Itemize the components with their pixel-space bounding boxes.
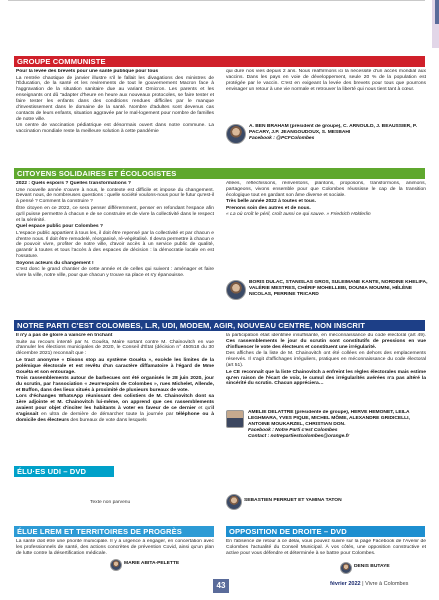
section-title-udi: ÉLU·ES UDI – DVD bbox=[14, 466, 114, 477]
notre-parti-photo bbox=[226, 410, 244, 428]
section-title-communiste: GROUPE COMMUNISTE bbox=[14, 56, 425, 67]
paragraph: Une nouvelle année s'ouvre à nous, le contexte est difficile et impose du changement. Devant nous, de nombreuses questions : quelle société voulons-nous pour le futur qu'est-il à pensé ? Comment la construire ? bbox=[16, 187, 214, 205]
section-title-opposition: OPPOSITION DE DROITE – DVD bbox=[226, 526, 425, 537]
paragraph: « La où croît le péril, croît aussi ce qui sauve. » Friedrich Hölderlin bbox=[226, 212, 371, 218]
udi-missing-text-note: Texte non parvenu bbox=[90, 500, 131, 505]
paragraph: Un centre de vaccination pédiatrique est désormais ouvert dans notre commune. La vaccination mondiale reste la meilleure solution à cette pandémie bbox=[16, 123, 214, 135]
communiste-left-column bbox=[16, 69, 214, 179]
paragraph: Des affiches de la liste de M. Chainovitch ont été collées en dehors des emplacements réservés. Il s'agit d'affichages irréguliers, pratiques en méconnaissance du code électoral (art 51). bbox=[226, 351, 426, 369]
lrem-text: La santé doit être une priorité municipale. Il y a urgence à engager, en concertation avec les professionnels de santé, des actions concrètes de prévention Covid, ainsi qu'un plan de lutte contre la désertification médicale. bbox=[16, 539, 214, 556]
section-title-notre-parti: NOTRE PARTI C'EST COLOMBES, L.R, UDI, MODEM, AGIR, NOUVEAU CENTRE, NON INSCRIT bbox=[14, 320, 425, 331]
paragraph: La rentrée chaotique de janvier illustre s'il le fallait les divagations des ministres de l'Éducation, de la santé et les revirements de tout le gouvernement Macron face à l'aggravation de la situation sanitaire due au variant Omicron. Les parents et les enseignants ont dû "adapter d'heure en heure aux nouveaux protocoles, se faire tester et faire tester les enfants dans des conditions rendues difficiles par le manque d'investissement dans le domaine de la santé. Nombre d'adultes sont devenus cas contacts de leurs enfants, situation aggravée par le mal-logement pour nombre de familles de notre ville. bbox=[16, 75, 214, 122]
paragraph: Être citoyen en ce 2022, ce sera penser différemment, penser en refondant l'espace afin qu'il puisse permettre à chacun e de se construire et de vivre la collectivité dans le respect et la sérénité. bbox=[16, 205, 214, 223]
communiste-signature bbox=[249, 124, 427, 154]
solidaires-signature: BORIS DULAC, STANISLAS GROS, SULEIMANE KANTÉ, NORDINE KHELIFA, VALÉRIE MESTRES, CHÉRIF MOHELLEBI, DOUNIA MOUMNI, HÉLÈNE NICOLAS, PERRINE TRICARD bbox=[249, 280, 428, 297]
paragraph: Pour la levée des brevets pour une santé publique pour tous bbox=[16, 69, 159, 74]
footer-publication: Vivre à Colombes bbox=[365, 581, 409, 587]
paragraph: Soyons acteurs du changement ! bbox=[16, 260, 94, 266]
opposition-signature: DENIS BUTAYE bbox=[354, 564, 390, 569]
paragraph: L'espace public appartient à tous les, il doit être repensé par la collectivité et par chacun e d'entre nous. Il doit être remodelé, réorganisé, ré-végétalisé. Il devra permettre à chacun e de pouvoir vivre, profiter de notre ville, d'avoir accès à un service public de qualité, garantir à toutes et tous l'accès à des espaces de décision : la démocratie locale en est l'ossature. bbox=[16, 230, 214, 260]
facebook-handle: Facebook : @PCFColombes bbox=[249, 135, 315, 141]
paragraph: qui dure nos vies depuis 2 ans. Nous réaffirmons ici la nécessité d'un accès mondial aux vaccins. Dans les pays en voie de développement, seule 20 % de la population est protégée par le vaccin. C'est en exigeant la levée des brevets pour tous que pourrons envisager un retour à une vie normale et retrouver la liberté qui nous tient tant à cœur. bbox=[226, 69, 426, 92]
udi-photo bbox=[226, 494, 242, 510]
lrem-photo bbox=[110, 559, 122, 571]
udi-signature: SÉBASTIEN PERRUET ET YAMINA TATON bbox=[244, 498, 342, 503]
signature-names: A. BEN BRAHAM (président de groupe), C. ARNOULD, J. BEAUSSIER, P. PACARY, J.P. JEANGOUDOUX, S. MESBAHI bbox=[249, 124, 417, 135]
solidaires-left-column bbox=[16, 181, 214, 311]
footer-date-publication: février 2022 | Vivre à Colombes bbox=[330, 581, 409, 587]
paragraph: Trois rassemblements autour de barbecues ont été organisés le 28 juin 2020, jour du scrutin, par l'association « Jeun'espoirs de Colombes », rues Michelet, Allende, et Buffon, dans des lieux situés à proximité de plusieurs bureaux de vote. bbox=[16, 376, 214, 393]
paragraph: Lors d'échanges WhatsApp réunissant des colistiers de M. Chainovitch dont sa 1ère adjointe et M. Chainovitch lui-même, on apprend que ces rassemblements avaient pour objet d'inciter les habitants à voter en faveur de ce dernier et qu'il s'agissait en ultra de dernière de démarcher toute la journée par téléphone ou à domicile des électeurs des bureaux de vote dans lesquels bbox=[16, 394, 214, 424]
paragraph: Quel espace public pour Colombes ? bbox=[16, 224, 103, 230]
contact-email: Contact : notrepartiestcolombes@orange.fr bbox=[248, 433, 350, 439]
paragraph: Suite au recours intenté par N. Gouéta, Maire sortant contre M. Chainovitch en vue d'annuler les élections municipales de 2020, le Conseil d'État (décision n° 450518 du 30 décembre 2021) reconnaît que : bbox=[16, 339, 214, 357]
notre-parti-signature bbox=[248, 410, 430, 454]
notre-parti-right-column bbox=[226, 333, 426, 405]
page-edge-marker bbox=[435, 0, 439, 24]
paragraph: C'est donc le grand chantier de cette année et de celles qui suivent : aménager et faire vivre la ville, notre ville, pour que chacun y trouve sa place et s'y épanouisse. bbox=[16, 267, 214, 279]
paragraph: Prenons soin des autres et de nous. bbox=[226, 205, 311, 211]
paragraph: Il n'y a pas de gloire à vaincre en trichant bbox=[16, 333, 113, 338]
paragraph: 2022 : Quels espoirs ? Quelles transformations ? bbox=[16, 181, 131, 186]
signature-names: AMÉLIE DELATTRE (présidente de groupe), HERVÉ HÉMONET, LEILA LEGHMARA, YVES PIQUE, MICHEL MÔME, ALEXANDRE GRIDICELLI, ANTOINE MOUKARZEL, CHRISTIAN DON. bbox=[248, 410, 410, 427]
paragraph: la participation était identifiée insuffisante, en méconnaissance du code électoral (art 49). Ces rassemblements le jour du scrutin sont constitutifs de pressions en vue d'influencer le vote des électeurs et constituent une irrégularité. bbox=[226, 333, 426, 350]
section-title-lrem: ÉLUE LREM ET TERRITOIRES DE PROGRÈS bbox=[14, 526, 214, 537]
communiste-right-column bbox=[226, 69, 426, 109]
communiste-photo bbox=[226, 124, 246, 144]
facebook-handle: Facebook : Notre Parti c'est Colombes bbox=[248, 427, 338, 433]
footer-date: février 2022 bbox=[330, 581, 361, 587]
paragraph: Très belle année 2022 à toutes et tous. bbox=[226, 199, 317, 205]
paragraph: Allées, réfléchissons, réinventons, plantons, proposons, transformons, animons, partageons, vivons ensemble pour que Colombes réussisse le cap de la transition écologique tout en gardant son âme diverse et sociale. bbox=[226, 181, 426, 198]
notre-parti-left-column bbox=[16, 333, 214, 461]
page-number: 43 bbox=[213, 579, 229, 593]
paragraph: Le tract anonyme « Disons stop au système Gouéta », excède les limites de la polémique électorale et est revêtu d'un caractère diffamatoire à l'égard de Mme Gouéta et son entourage. bbox=[16, 357, 214, 375]
opposition-photo bbox=[340, 562, 352, 574]
top-rule bbox=[8, 0, 425, 1]
solidaires-right-column bbox=[226, 181, 426, 241]
opposition-text: En l'absence de retour à ce délai, vous pouvez suivre sur la page Facebook de l'Avenir de Colombes l'actualité du Conseil Municipal. À vos côtés, une opposition constructive et active pour vous défendre et déterminée à se battre pour Colombes. bbox=[226, 539, 426, 556]
paragraph: Le CE reconnaît que la liste Chainovitch a enfreint les règles électorales mais estime qu'en raison de l'écart de voix, le cumul des irrégularités avérées n'a pas altéré la sincérité du scrutin. Chacun appréciera… bbox=[226, 369, 426, 387]
lrem-signature: MARIE ABITA-PELETTE bbox=[124, 561, 180, 566]
solidaires-photo bbox=[226, 280, 246, 300]
section-title-solidaires: CITOYENS SOLIDAIRES ET ÉCOLOGISTES bbox=[14, 168, 425, 179]
